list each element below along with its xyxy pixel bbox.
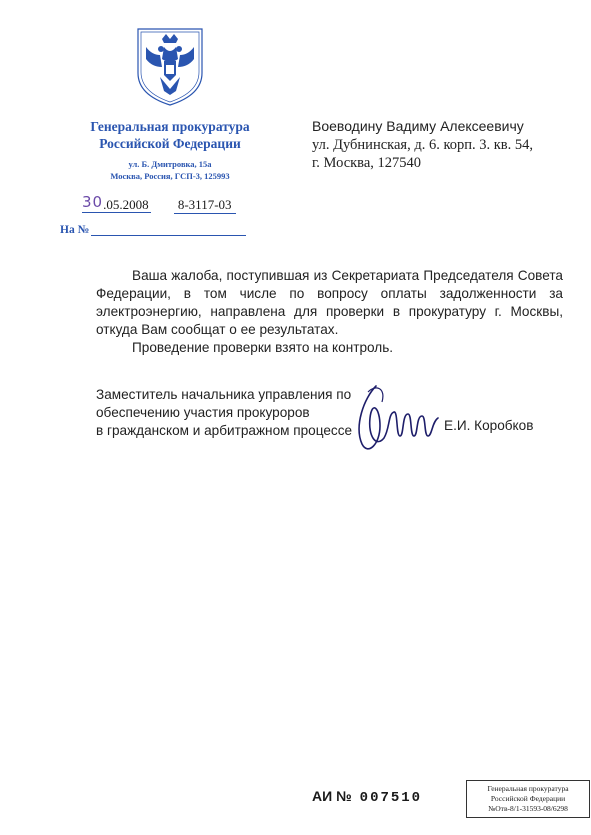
recipient-address-block <box>312 117 533 173</box>
form-serial <box>312 788 422 806</box>
sender-address <box>75 158 265 182</box>
signer-title-line: в гражданском и арбитражном процессе <box>96 423 353 438</box>
stamp-line: №Отв-8/1-31593-08/6298 <box>488 804 568 813</box>
outgoing-number: 8-3117-03 <box>174 197 236 214</box>
recipient-city: г. Москва, 127540 <box>312 155 422 171</box>
serial-number: 007510 <box>359 790 423 806</box>
reply-reference-line <box>60 223 246 236</box>
printed-date: .05.2008 <box>103 197 149 212</box>
signer-name: Е.И. Коробков <box>444 418 534 433</box>
signer-title <box>96 386 352 440</box>
address-line: Москва, Россия, ГСП-3, 125993 <box>110 171 230 181</box>
signer-title-line: обеспечению участия прокуроров <box>96 405 310 420</box>
body-paragraph: Ваша жалоба, поступившая из Секретариата Председателя Совета Федерации, в том числе по вопросу оплаты задолженности за электроэнергию, направлена для проверки в прокуратуру г. Москвы, откуда Вам сообщат о ее результатах. <box>96 268 563 337</box>
outgoing-date <box>82 193 151 213</box>
reply-blank-field <box>91 223 246 236</box>
signer-title-line: Заместитель начальника управления по <box>96 387 352 402</box>
address-line: ул. Б. Дмитровка, 15а <box>128 159 212 169</box>
sender-organization <box>70 118 270 152</box>
body-paragraph: Проведение проверки взято на контроль. <box>132 340 394 355</box>
handwritten-signature <box>346 378 450 460</box>
recipient-name: Воеводину Вадиму Алексеевичу <box>312 118 524 134</box>
letter-body <box>96 267 563 357</box>
handwritten-day: 30 <box>82 193 104 211</box>
reply-label: На № <box>60 224 90 236</box>
outgoing-date-number-line <box>82 195 236 214</box>
org-name-line: Российской Федерации <box>99 136 241 151</box>
stamp-line: Генеральная прокуратура <box>487 784 569 793</box>
org-name-line: Генеральная прокуратура <box>90 119 250 134</box>
recipient-street: ул. Дубнинская, д. 6. корп. 3. кв. 54, <box>312 136 534 153</box>
registration-stamp <box>466 780 590 818</box>
emblem-icon <box>134 25 206 107</box>
stamp-line: Российской Федерации <box>490 794 566 803</box>
serial-label: АИ № <box>312 788 352 804</box>
